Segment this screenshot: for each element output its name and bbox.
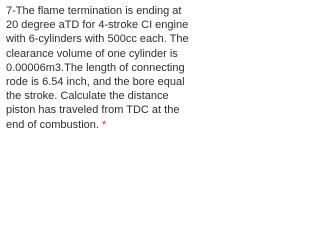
- question-card: [0, 0, 200, 134]
- question-text: 7-The flame termination is ending at 20 degree aTD for 4-stroke CI engine with 6-cylinders with 500cc each. The clearance volume of one cylinder is 0.00006m3.The length of connecting rode is 6.54 inch, and the bore equal the stroke. Calculate the distance piston has traveled from TDC at the end of combustion.: [6, 5, 189, 131]
- required-asterisk: *: [101, 118, 107, 131]
- question-title: [6, 4, 194, 132]
